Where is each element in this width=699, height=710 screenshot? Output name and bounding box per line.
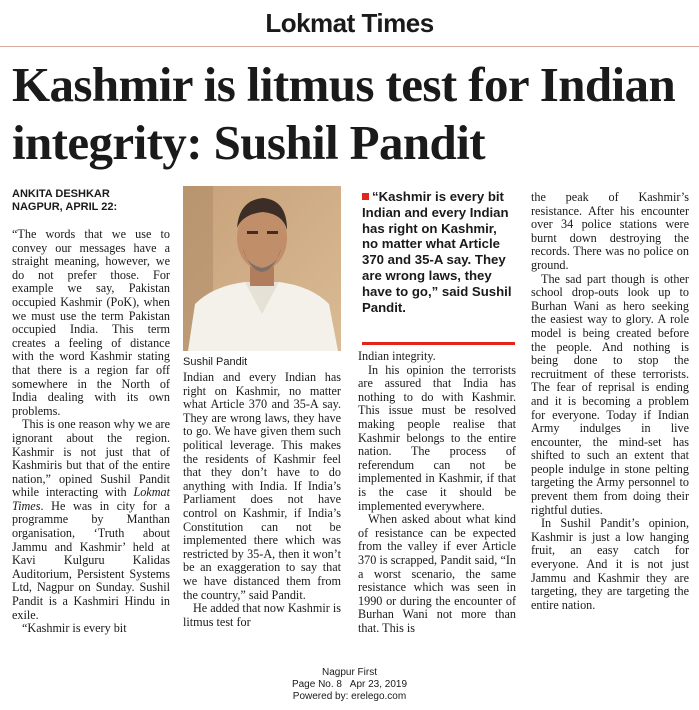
paragraph: When asked about what kind of resistance can be expected from the valley if ever Article 370 is scrapped, Pandit said, “In a worst scenario, the same resistance which was seen in 1990 or during the encounter of Burhan Wani not more than that. This is bbox=[358, 512, 516, 635]
newspaper-name: Lokmat Times bbox=[12, 485, 170, 513]
paragraph: “The words that we use to convey our messages have a straight meaning, however, we do not prefer those. For example we say, Pakistan occupied Kashmir (PoK), when we must use the term Pakistan occupied India. This term creates a feeling of distance with the word Kashmir stating that there is a region far off somewhere in the North of India dealing with its own problems. bbox=[12, 227, 170, 418]
article-column-4 bbox=[531, 191, 689, 612]
masthead-logo: Lokmat Times bbox=[265, 8, 434, 38]
article-column-2 bbox=[183, 371, 341, 629]
paragraph: The sad part though is other school drop-outs look up to Burhan Wani as hero seeking the easiest way to glory. A role model is being created before the people. And nothing is being done to stop the recruitment of these terrorists. The fear of reprisal is ending and it is becoming a problem for everyone. Today if Indian Army indulges in live encounter, the mind-set has shifted to such an extent that people indulge in stone pelting targeting the Army personnel to prevent them from doing their rightful duties. bbox=[531, 271, 689, 517]
footer-powered-by: Powered by: erelego.com bbox=[292, 691, 407, 702]
paragraph: Indian and every Indian has right on Kashmir, no matter what Article 370 and 35-A say. They are wrong laws, they have to go. We have given them such political leverage. This makes the residents of Kashmir feel that they don’t have to do anything with India. If India’s Parliament does not have control on Kashmir, if India’s Constitution can not be implemented there which was restricted by 35-A, then it won’t be an exaggeration to say that we have distanced them from the country,” said Pandit. bbox=[183, 370, 341, 602]
paragraph: Indian integrity. bbox=[358, 349, 436, 363]
paragraph: He added that now Kashmir is litmus test for bbox=[183, 601, 341, 629]
paragraph-text: This is one reason why we are ignorant about the region. Kashmir is not just that of Kashmiris but that of the entire nation,” opined Sushil Pandit while interacting with bbox=[12, 417, 170, 500]
paragraph: In his opinion the terrorists are assured that India has nothing to do with Kashmir. This issue must be resolved making people realise that Kashmir belongs to the entire nation. The process of referendum can not be implemented in Kashmir, if that is the case it should be implemented everywhere. bbox=[358, 362, 516, 513]
photo-caption: Sushil Pandit bbox=[183, 356, 248, 368]
portrait-photo bbox=[183, 186, 341, 351]
paragraph-text: . He was in city for a programme by Manthan organisation, ‘Truth about Jammu and Kashmir’ held at Kavi Kulguru Kalidas Auditorium, Persistent Systems Ltd, Nagpur on Sunday. Sushil Pandit is a Kashmiri Hindu in exile. bbox=[12, 498, 170, 622]
paragraph: “Kashmir is every bit bbox=[22, 621, 127, 636]
byline-author: ANKITA DESHKAR bbox=[12, 188, 110, 200]
footer-date: Apr 23, 2019 bbox=[349, 679, 408, 690]
footer-page: Page No. 8 bbox=[291, 679, 342, 690]
article-column-3 bbox=[358, 350, 516, 635]
pull-quote bbox=[362, 189, 512, 315]
byline-dateline: NAGPUR, APRIL 22: bbox=[12, 201, 118, 213]
article-column-1 bbox=[12, 228, 170, 636]
paragraph: In Sushil Pandit’s opinion, Kashmir is just a low hanging fruit, an easy catch for everyone. And it is not just Jammu and Kashmir they are targeting, they are targeting the entire nation. bbox=[531, 516, 689, 612]
page-footer bbox=[0, 667, 699, 703]
footer-edition: Nagpur First bbox=[321, 667, 377, 678]
article-headline: Kashmir is litmus test for Indian integrity: Sushil Pandit bbox=[12, 57, 676, 170]
pull-quote-rule bbox=[362, 342, 515, 345]
footer-page-date bbox=[0, 679, 699, 691]
paragraph: the peak of Kashmir’s resistance. After his encounter over 34 police stations were burnt down destroying the records. There was no police on ground. bbox=[531, 190, 689, 272]
masthead-divider bbox=[0, 46, 699, 47]
portrait-illustration bbox=[183, 186, 341, 351]
paragraph bbox=[12, 418, 170, 622]
pull-quote-text: “Kashmir is every bit Indian and every Indian has right on Kashmir, no matter what Article 370 and 35-A say. They are wrong laws, they have to go,” said Sushil Pandit. bbox=[362, 189, 512, 315]
red-square-icon bbox=[362, 193, 369, 200]
byline bbox=[12, 188, 117, 214]
